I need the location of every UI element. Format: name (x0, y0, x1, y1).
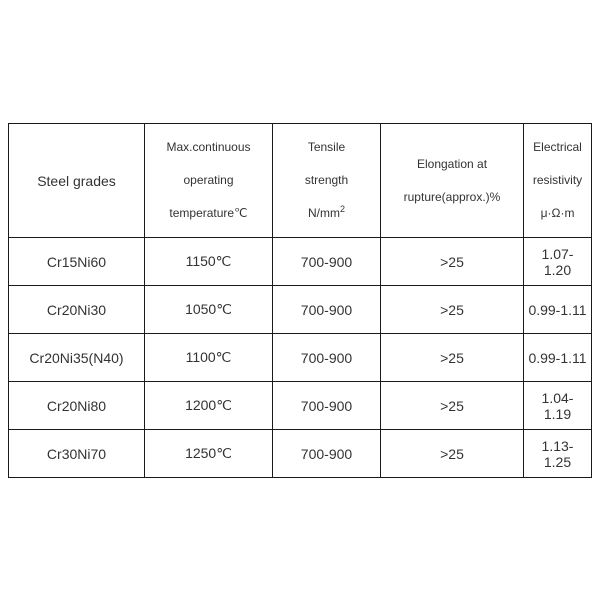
cell-grade: Cr20Ni30 (9, 286, 145, 334)
header-max-temperature (145, 124, 273, 238)
cell-grade: Cr15Ni60 (9, 238, 145, 286)
table-header (9, 124, 592, 238)
header-temp-line-2: operating (183, 173, 234, 187)
cell-resistivity: 1.07-1.20 (524, 238, 592, 286)
header-tensile-unit-line (277, 197, 376, 230)
cell-tensile: 700-900 (273, 238, 381, 286)
header-electrical-resistivity (524, 124, 592, 238)
cell-elongation: >25 (381, 430, 524, 478)
cell-grade: Cr20Ni35(N40) (9, 334, 145, 382)
cell-grade: Cr30Ni70 (9, 430, 145, 478)
table-row (9, 382, 592, 430)
cell-resistivity: 0.99-1.11 (524, 286, 592, 334)
header-tensile-unit: N/mm (307, 206, 340, 220)
cell-resistivity: 1.04-1.19 (524, 382, 592, 430)
cell-resistivity: 0.99-1.11 (524, 334, 592, 382)
header-steel-grades (9, 124, 145, 238)
header-elong-line-2: rupture(approx.)% (403, 189, 501, 204)
header-resist-line-2: resistivity μ·Ω·m (532, 173, 583, 220)
header-temp-line-1: Max.continuous (166, 140, 251, 154)
cell-elongation: >25 (381, 286, 524, 334)
header-elong-line-1: Elongation at (416, 156, 488, 171)
cell-tensile: 700-900 (273, 334, 381, 382)
cell-tensile: 700-900 (273, 286, 381, 334)
header-tensile-strength (273, 124, 381, 238)
header-temp-line-3: temperature℃ (169, 206, 248, 220)
header-elongation (381, 124, 524, 238)
cell-elongation: >25 (381, 382, 524, 430)
header-resist-line-1: Electrical (533, 140, 582, 154)
header-steel-grades-label: Steel grades (37, 172, 116, 189)
cell-tensile: 700-900 (273, 430, 381, 478)
table-row (9, 334, 592, 382)
cell-temperature: 1200℃ (145, 382, 273, 430)
steel-grades-table (8, 123, 592, 478)
table-body (9, 238, 592, 478)
cell-elongation: >25 (381, 238, 524, 286)
table-row (9, 238, 592, 286)
cell-temperature: 1050℃ (145, 286, 273, 334)
header-tensile-unit-exponent: 2 (339, 204, 345, 214)
cell-tensile: 700-900 (273, 382, 381, 430)
header-tensile-line-1: Tensile (307, 140, 346, 154)
cell-temperature: 1150℃ (145, 238, 273, 286)
cell-grade: Cr20Ni80 (9, 382, 145, 430)
cell-resistivity: 1.13-1.25 (524, 430, 592, 478)
table-row (9, 286, 592, 334)
cell-temperature: 1250℃ (145, 430, 273, 478)
cell-temperature: 1100℃ (145, 334, 273, 382)
header-row (9, 124, 592, 238)
header-tensile-line-2: strength (304, 173, 349, 187)
cell-elongation: >25 (381, 334, 524, 382)
table-row (9, 430, 592, 478)
